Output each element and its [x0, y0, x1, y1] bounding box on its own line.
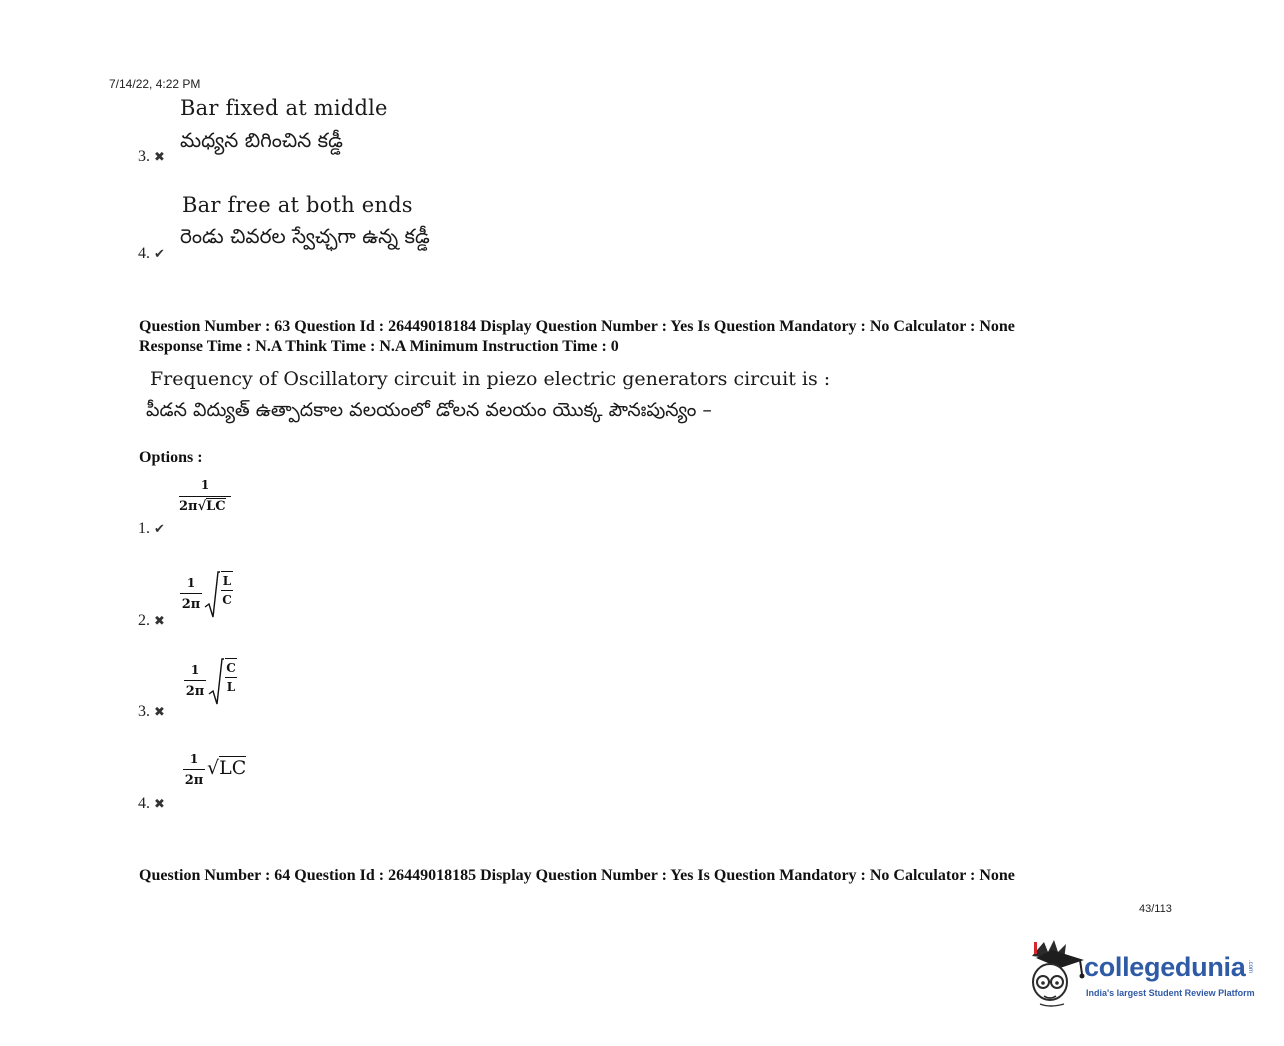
option-text-en: Bar fixed at middle [180, 96, 388, 120]
check-icon: ✔ [154, 522, 165, 537]
prev-option-4 [138, 190, 538, 262]
option-number: 1. [138, 520, 150, 537]
cross-icon: ✖ [154, 797, 165, 812]
denominator: 2π [185, 684, 205, 699]
logo-tagline: India's largest Student Review Platform [1086, 988, 1255, 998]
logo-wordmark: collegedunia [1084, 952, 1246, 982]
numerator: 1 [189, 752, 199, 766]
option-number: 4. [138, 245, 150, 262]
question-63-meta-line1: Question Number : 63 Question Id : 26449018184 Display Question Number : Yes Is Question Mandatory : No Calculator : None [139, 318, 1015, 335]
option-number: 3. [138, 703, 150, 720]
option-4 [138, 748, 338, 812]
option-2 [138, 568, 338, 632]
numerator: 1 [190, 663, 200, 677]
numerator: 1 [186, 576, 196, 590]
option-number: 2. [138, 612, 150, 629]
sqrt-sign [204, 571, 220, 619]
denominator: 2π√LC [179, 499, 226, 514]
denominator: 2π [184, 773, 204, 788]
numerator: 1 [200, 478, 210, 492]
option-text-en: Bar free at both ends [182, 193, 413, 217]
option-text-te: రెండు చివరల స్వేచ్ఛగా ఉన్న కడ్డీ [180, 224, 430, 248]
page-number: 43/113 [1139, 903, 1172, 915]
fraction [180, 576, 202, 612]
sqrt-sign [208, 658, 224, 706]
sqrt-sign: √ [197, 499, 207, 514]
fraction [183, 752, 205, 788]
question-text-te: పీడన విద్యుత్ ఉత్పాదకాల వలయంలో డోలన వలయం యొక్క పౌనఃపున్యం – [146, 399, 712, 421]
option-number: 4. [138, 795, 150, 812]
radicand-fraction: L C [221, 571, 233, 607]
option-3 [138, 655, 338, 719]
cross-icon: ✖ [154, 614, 165, 629]
fraction [179, 478, 231, 515]
check-icon: ✔ [154, 247, 165, 262]
denominator: 2π [181, 597, 201, 612]
question-63-meta-line2: Response Time : N.A Think Time : N.A Minimum Instruction Time : 0 [139, 338, 619, 355]
sqrt-expression: √LC [207, 757, 247, 779]
sqrt-sign: √ [207, 757, 220, 779]
option-number: 3. [138, 148, 150, 165]
fraction [184, 663, 206, 699]
logo-suffix: .com [1247, 960, 1253, 974]
option-1 [138, 474, 338, 538]
radicand-fraction: C L [225, 658, 237, 694]
question-text-en: Frequency of Oscillatory circuit in piezo electric generators circuit is : [150, 368, 831, 390]
collegedunia-logo [1022, 938, 1262, 1010]
option-text-te: మధ్యన బిగించిన కడ్డీ [180, 128, 343, 152]
prev-option-3 [138, 96, 538, 168]
print-timestamp: 7/14/22, 4:22 PM [109, 77, 201, 91]
mascot-icon [1024, 938, 1086, 1008]
options-label: Options : [139, 449, 203, 466]
question-64-meta-line1: Question Number : 64 Question Id : 26449018185 Display Question Number : Yes Is Question Mandatory : No Calculator : None [139, 867, 1015, 884]
cross-icon: ✖ [154, 150, 165, 165]
cross-icon: ✖ [154, 705, 165, 720]
